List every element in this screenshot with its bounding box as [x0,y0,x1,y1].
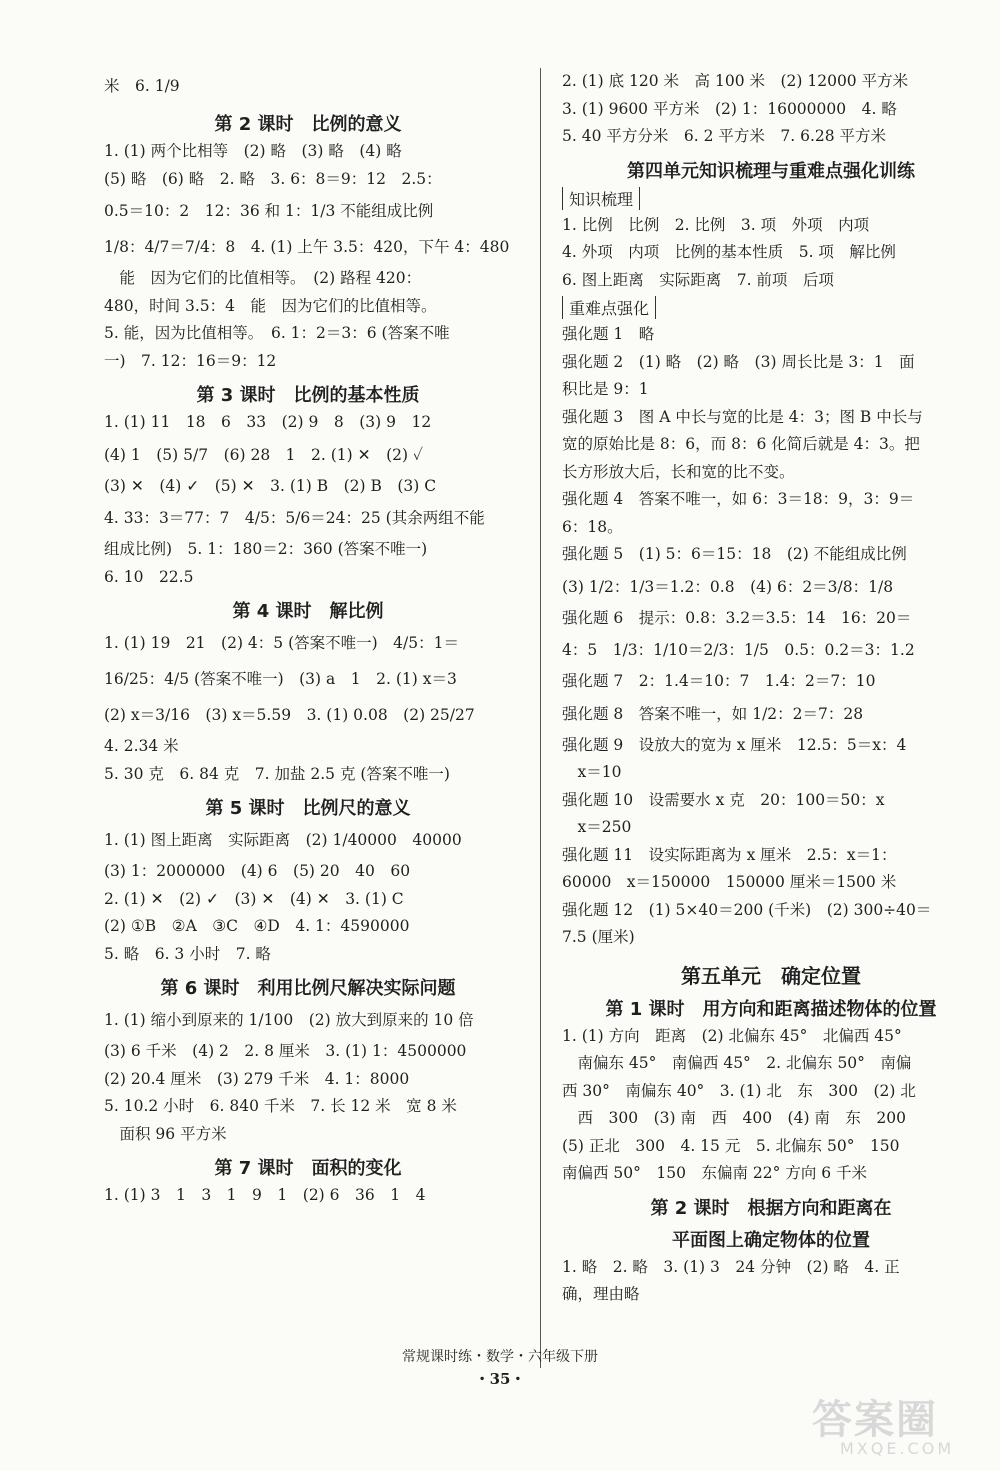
answer-line: (2) ①B ②A ③C ④D 4. 1：4590000 [104,917,410,935]
answer-line: 5. 30 克 6. 84 克 7. 加盐 2.5 克 (答案不唯一) [104,764,450,783]
section-title: 第 5 课时 比例尺的意义 [205,798,411,819]
answer-line: 1. (1) 缩小到原来的 1/100 (2) 放大到原来的 10 倍 [104,1011,474,1029]
answer-line: 面积 96 平方米 [104,1124,227,1143]
answer-line: 2. (1) 底 120 米 高 100 米 (2) 12000 平方米 [562,72,909,90]
answer-line: 西 300 (3) 南 西 400 (4) 南 东 200 [562,1109,907,1127]
answer-line: 5. 能，因为比值相等。 6. 1：2＝3：6 (答案不唯 [104,324,450,342]
answer-line: 6. 图上距离 实际距离 7. 前项 后项 [562,270,834,289]
drill-line: 强化题 4 答案不唯一，如 6：3＝18：9，3：9＝ [562,490,915,508]
drill-line: 强化题 2 (1) 略 (2) 略 (3) 周长比是 3：1 面 [562,352,915,371]
drill-line: 强化题 9 设放大的宽为 x 厘米 12.5：5＝x：4 [562,735,907,754]
section-title: 第 1 课时 用方向和距离描述物体的位置 [605,998,937,1020]
answer-line: (3) 1：2000000 (4) 6 (5) 20 40 60 [104,862,411,880]
drill-line: x＝250 [562,818,632,836]
answer-line: (5) 正北 300 4. 15 元 5. 北偏东 50° 150 [562,1136,900,1155]
answer-line: 1. (1) 3 1 3 1 9 1 (2) 6 36 1 4 [104,1186,426,1204]
answer-line: (2) 20.4 厘米 (3) 279 千米 4. 1：8000 [104,1069,410,1088]
drill-line: 6：18。 [562,517,623,536]
unit-title: 第五单元 确定位置 [681,963,861,988]
section-title: 第 3 课时 比例的基本性质 [196,385,420,406]
answer-line: 4. 33：3＝77：7 4/5：5/6＝24：25 (其余两组不能 [104,509,485,527]
drill-line: x＝10 [562,763,622,781]
drill-line: 强化题 5 (1) 5：6＝15：18 (2) 不能组成比例 [562,545,907,563]
answer-line: 确，理由略 [562,1285,640,1303]
answer-line: 480，时间 3.5：4 能 因为它们的比值相等。 [104,296,437,315]
answer-line: 能 因为它们的比值相等。 (2) 路程 420： [104,269,422,287]
drill-line: 强化题 1 略 [562,325,655,343]
answer-line: (4) 1 (5) 5/7 (6) 28 1 2. (1) ✕ (2) ✓ [104,445,424,464]
drill-label: 重难点强化 [562,296,656,319]
answer-line: 2. (1) ✕ (2) ✓ (3) ✕ (4) ✕ 3. (1) C [104,889,404,908]
knowledge-label: 知识梳理 [562,187,640,210]
watermark-url: MXQE.COM [840,1439,955,1458]
answer-line: 5. 40 平方分米 6. 2 平方米 7. 6.28 平方米 [562,127,887,145]
answer-line: 1. (1) 图上距离 实际距离 (2) 1/40000 40000 [104,831,462,849]
answer-line: 1. (1) 方向 距离 (2) 北偏东 45° 北偏西 45° [562,1026,902,1045]
section-title: 第 2 课时 比例的意义 [214,114,402,135]
answer-line: 1. (1) 两个比相等 (2) 略 (3) 略 (4) 略 [104,142,402,160]
answer-line: 4. 2.34 米 [104,737,179,755]
answer-line: 6. 10 22.5 [104,567,194,586]
drill-line: 长方形放大后，长和宽的比不变。 [562,462,795,481]
answer-line: 16/25：4/5 (答案不唯一) (3) a 1 2. (1) x＝3 [104,670,457,688]
answer-line: 0.5＝10：2 12：36 和 1：1/3 不能组成比例 [104,202,434,220]
answer-line: (2) x＝3/16 (3) x＝5.59 3. (1) 0.08 (2) 25/27 [104,706,475,724]
answer-line: 1. (1) 11 18 6 33 (2) 9 8 (3) 9 12 [104,413,432,431]
answer-line: 4. 外项 内项 比例的基本性质 5. 项 解比例 [562,243,896,261]
drill-line: 强化题 7 2：1.4＝10：7 1.4：2＝7：10 [562,672,876,690]
page-number: ・35・ [474,1370,526,1388]
answer-line: 一) 7. 12：16＝9：12 [104,351,277,370]
right-column [562,68,980,1309]
drill-line: 强化题 11 设实际距离为 x 厘米 2.5：x＝1： [562,845,897,864]
answer-line: 1. (1) 19 21 (2) 4：5 (答案不唯一) 4/5：1＝ [104,634,459,652]
answer-line: 组成比例) 5. 1：180＝2：360 (答案不唯一) [104,540,428,558]
answer-line: 1/8：4/7＝7/4：8 4. (1) 上午 3.5：420，下午 4：480 [104,238,510,256]
book-footer: 常规课时练・数学・六年级下册 [402,1349,598,1365]
answer-line: (5) 略 (6) 略 2. 略 3. 6：8＝9：12 2.5： [104,169,442,188]
section-title: 第 4 课时 解比例 [232,601,384,622]
drill-line: 7.5 (厘米) [562,928,635,946]
section-title: 第 7 课时 面积的变化 [214,1158,402,1179]
answer-line: 西 30° 南偏东 40° 3. (1) 北 东 300 (2) 北 [562,1081,916,1100]
drill-line: 强化题 8 答案不唯一，如 1/2：2＝7：28 [562,704,864,723]
answer-line: 1. 略 2. 略 3. (1) 3 24 分钟 (2) 略 4. 正 [562,1257,900,1276]
watermark-logo [812,1388,992,1458]
section-title: 平面图上确定物体的位置 [672,1229,870,1251]
left-column [104,68,512,1210]
answer-line: 南偏西 50° 150 东偏南 22° 方向 6 千米 [562,1164,868,1182]
unit-review-title: 第四单元知识梳理与重难点强化训练 [627,160,915,182]
answer-line: 5. 10.2 小时 6. 840 千米 7. 长 12 米 宽 8 米 [104,1097,457,1115]
answer-line: (3) 6 千米 (4) 2 2. 8 厘米 3. (1) 1：4500000 [104,1042,467,1060]
drill-line: (3) 1/2：1/3＝1.2：0.8 (4) 6：2＝3/8：1/8 [562,577,894,596]
drill-line: 强化题 12 (1) 5×40＝200 (千米) (2) 300÷40＝ [562,900,932,919]
drill-line: 强化题 10 设需要水 x 克 20：100＝50：x [562,790,885,809]
drill-line: 强化题 3 图 A 中长与宽的比是 4：3；图 B 中长与 [562,407,923,426]
drill-line: 强化题 6 提示：0.8：3.2＝3.5：14 16：20＝ [562,608,912,627]
answer-line: 1. 比例 比例 2. 比例 3. 项 外项 内项 [562,215,870,234]
section-title: 第 2 课时 根据方向和距离在 [650,1197,892,1219]
answer-line: 5. 略 6. 3 小时 7. 略 [104,944,271,963]
drill-line: 4：5 1/3：1/10＝2/3：1/5 0.5：0.2＝3：1.2 [562,641,915,659]
drill-line: 60000 x＝150000 150000 厘米＝1500 米 [562,873,897,891]
drill-line: 宽的原始比是 8：6，而 8：6 化简后就是 4：3。把 [562,435,920,453]
section-title: 第 6 课时 利用比例尺解决实际问题 [160,978,456,999]
answer-line: 米 6. 1/9 [104,77,180,95]
answer-line: 3. (1) 9600 平方米 (2) 1：16000000 4. 略 [562,99,897,118]
column-divider [540,68,541,1368]
answer-line: (3) ✕ (4) ✓ (5) ✕ 3. (1) B (2) B (3) C [104,476,437,495]
drill-line: 积比是 9：1 [562,380,649,398]
answer-line: 南偏东 45° 南偏西 45° 2. 北偏东 50° 南偏 [562,1054,912,1072]
watermark-main: 答案圈 [812,1397,938,1443]
